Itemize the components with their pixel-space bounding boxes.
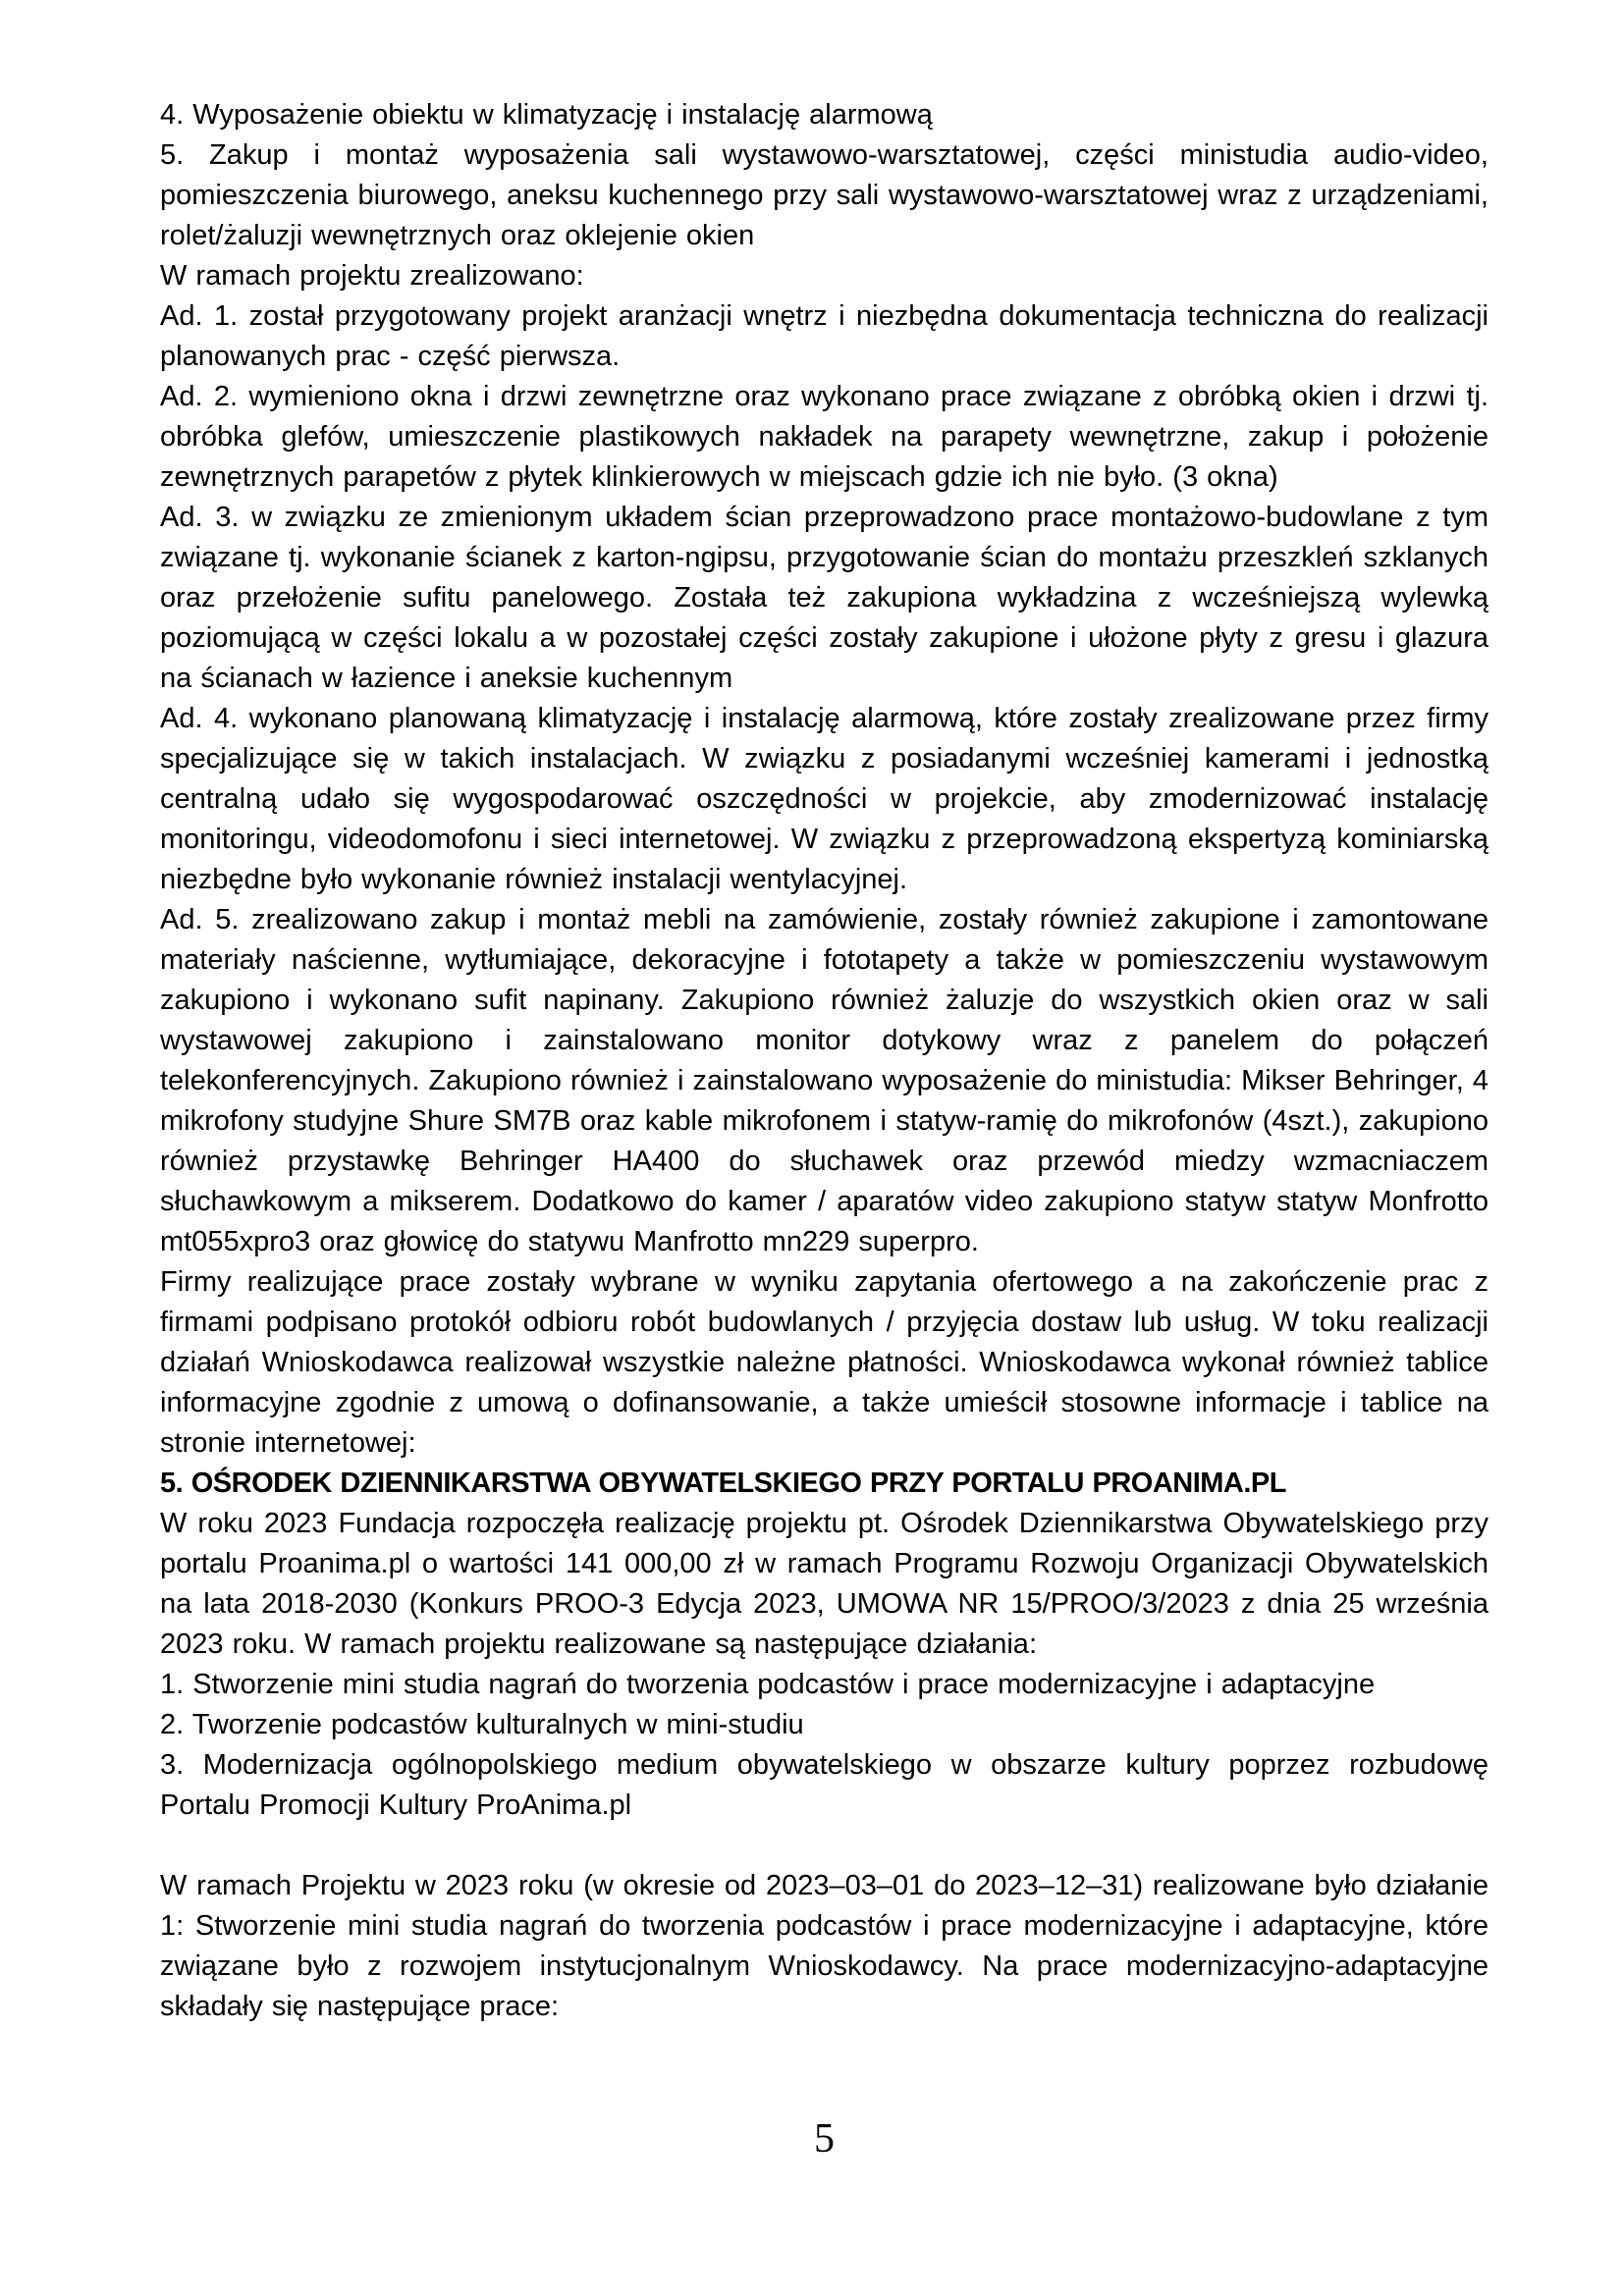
post-heading-paragraphs [160,1504,1489,1826]
paragraph: W ramach Projektu w 2023 roku (w okresie od 2023–03–01 do 2023–12–31) realizowane było działanie 1: Stworzenie mini studia nagrań do tworzenia podcastów i prace modernizacyjne i adaptacyjne, które związane było z rozwojem instytucjonalnym Wnioskodawcy. Na prace modernizacyjno-adaptacyjne składały się następujące prace: [160,1870,1489,2022]
paragraph: Ad. 3. w związku ze zmienionym układem ścian przeprowadzono prace montażowo-budowlane z tym związane tj. wykonanie ścianek z karton-ngipsu, przygotowanie ścian do montażu przeszkleń szklanych oraz przełożenie sufitu panelowego. Została też zakupiona wykładzina z wcześniejszą wylewką poziomującą w części lokalu a w pozostałej części zostały zakupione i ułożone płyty z gresu i glazura na ścianach w łazience i aneksie kuchennym [160,502,1489,694]
section-heading: 5. OŚRODEK DZIENNIKARSTWA OBYWATELSKIEGO PRZY PORTALU PROANIMA.PL [160,1468,1286,1499]
paragraph: W roku 2023 Fundacja rozpoczęła realizację projektu pt. Ośrodek Dziennikarstwa Obywatelskiego przy portalu Proanima.pl o wartości 141 000,00 zł w ramach Programu Rozwoju Organizacji Obywatelskich na lata 2018-2030 (Konkurs PROO-3 Edycja 2023, UMOWA NR 15/PROO/3/2023 z dnia 25 września 2023 roku. W ramach projektu realizowane są następujące działania: [160,1508,1489,1660]
paragraph: 4. Wyposażenie obiektu w klimatyzację i instalację alarmową [160,99,933,131]
paragraph: Ad. 2. wymieniono okna i drzwi zewnętrzne oraz wykonano prace związane z obróbką okien i drzwi tj. obróbka glefów, umieszczenie plastikowych nakładek na parapety wewnętrzne, zakup i położenie zewnętrznych parapetów z płytek klinkierowych w miejscach gdzie ich nie było. (3 okna) [160,381,1489,493]
page-number: 5 [814,2116,835,2162]
page-content [160,95,1489,2027]
paragraph: W ramach projektu zrealizowano: [160,260,584,292]
paragraph: Ad. 4. wykonano planowaną klimatyzację i instalację alarmową, które zostały zrealizowane przez firmy specjalizujące się w takich instalacjach. W związku z posiadanymi wcześniej kamerami i jednostką centralną udało się wygospodarować oszczędności w projekcie, aby zmodernizować instalację monitoringu, videodomofonu i sieci internetowej. W związku z przeprowadzoną ekspertyzą kominiarską niezbędne było wykonanie również instalacji wentylacyjnej. [160,703,1489,895]
paragraph: 2. Tworzenie podcastów kulturalnych w mini-studiu [160,1709,804,1740]
paragraph: Ad. 1. został przygotowany projekt aranżacji wnętrz i niezbędna dokumentacja techniczna do realizacji planowanych prac - część pierwsza. [160,300,1489,372]
pre-heading-paragraphs [160,95,1489,1464]
paragraph: 1. Stworzenie mini studia nagrań do tworzenia podcastów i prace modernizacyjne i adaptacyjne [160,1669,1376,1700]
paragraph: Firmy realizujące prace zostały wybrane w wyniku zapytania ofertowego a na zakończenie prac z firmami podpisano protokół odbioru robót budowlanych / przyjęcia dostaw lub usług. W toku realizacji działań Wnioskodawca realizował wszystkie należne płatności. Wnioskodawca wykonał również tablice informacyjne zgodnie z umową o dofinansowanie, a także umieścił stosowne informacje i tablice na stronie internetowej: [160,1266,1489,1459]
paragraph: Ad. 5. zrealizowano zakup i montaż mebli na zamówienie, zostały również zakupione i zamontowane materiały naścienne, wytłumiające, dekoracyjne i fototapety a także w pomieszczeniu wystawowym zakupiono i wykonano sufit napinany. Zakupiono również żaluzje do wszystkich okien oraz w sali wystawowej zakupiono i zainstalowano monitor dotykowy wraz z panelem do połączeń telekonferencyjnych. Zakupiono również i zainstalowano wyposażenie do ministudia: Mikser Behringer, 4 mikrofony studyjne Shure SM7B oraz kable mikrofonem i statyw-ramię do mikrofonów (4szt.), zakupiono również przystawkę Behringer HA400 do słuchawek oraz przewód miedzy wzmacniaczem słuchawkowym a mikserem. Dodatkowo do kamer / aparatów video zakupiono statyw statyw Monfrotto mt055xpro3 oraz głowicę do statywu Manfrotto mn229 superpro. [160,904,1489,1257]
paragraph: 5. Zakup i montaż wyposażenia sali wystawowo-warsztatowej, części ministudia audio-video, pomieszczenia biurowego, aneksu kuchennego przy sali wystawowo-warsztatowej wraz z urządzeniami, rolet/żaluzji wewnętrznych oraz oklejenie okien [160,139,1489,251]
paragraph: 3. Modernizacja ogólnopolskiego medium obywatelskiego w obszarze kultury poprzez rozbudowę Portalu Promocji Kultury ProAnima.pl [160,1749,1489,1821]
